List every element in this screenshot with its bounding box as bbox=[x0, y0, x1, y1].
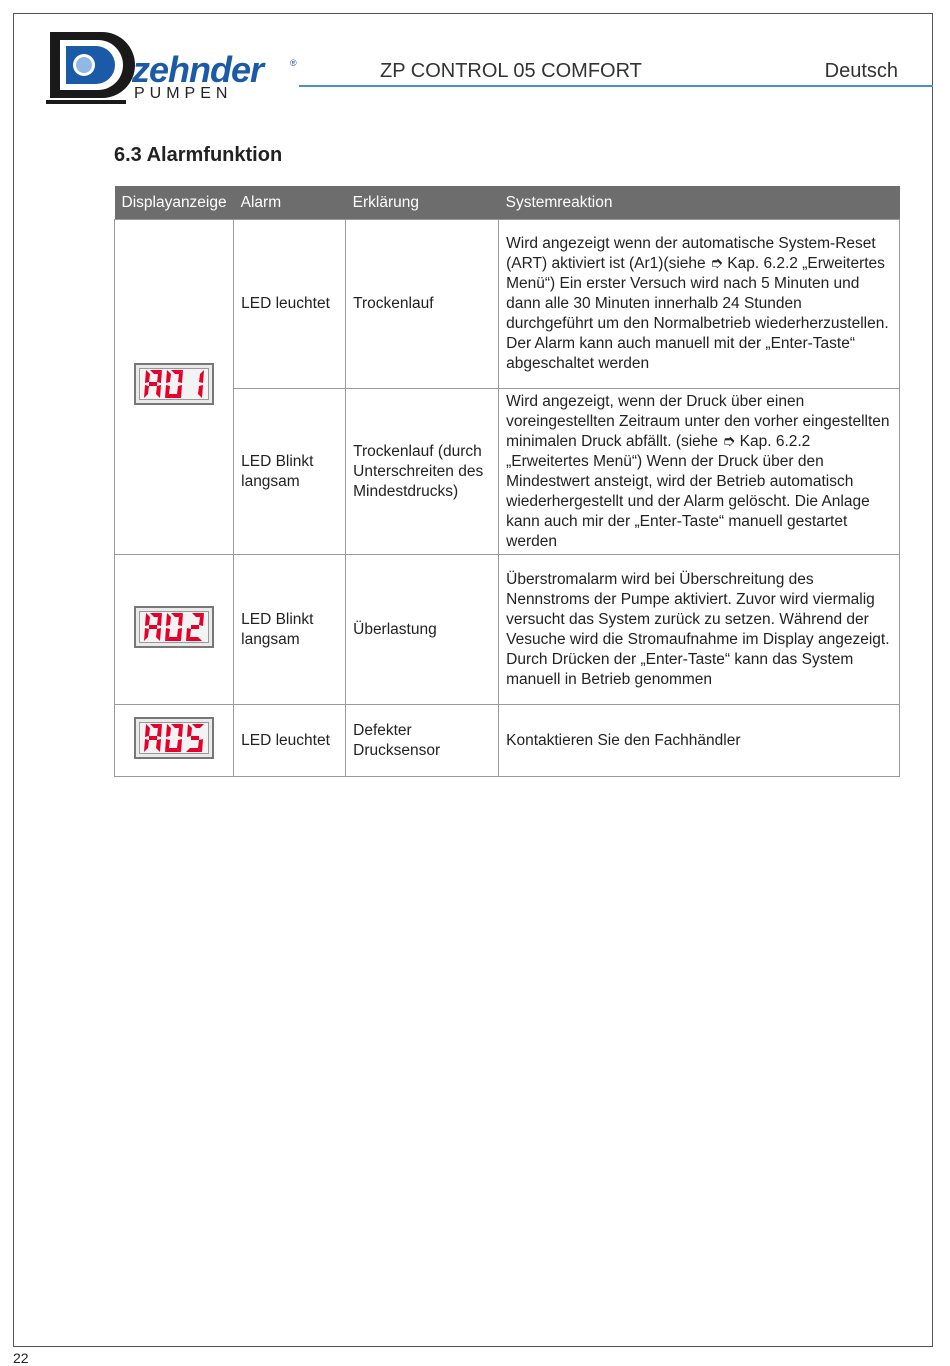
table-row bbox=[115, 220, 900, 389]
display-segment bbox=[166, 613, 171, 626]
display-segment bbox=[145, 370, 150, 383]
display-a02-icon bbox=[134, 606, 214, 648]
explanation-cell: Trockenlauf bbox=[346, 220, 499, 389]
display-segment bbox=[166, 370, 171, 383]
display-segment bbox=[144, 739, 149, 752]
column-header-explanation: Erklärung bbox=[346, 186, 499, 220]
display-segment bbox=[149, 382, 157, 386]
display-segment bbox=[199, 370, 204, 383]
brand-name: zehnder bbox=[132, 49, 264, 90]
display-segment bbox=[191, 736, 199, 740]
document-title: ZP CONTROL 05 COMFORT bbox=[380, 60, 642, 82]
column-header-alarm: Alarm bbox=[234, 186, 346, 220]
display-cell bbox=[115, 555, 234, 705]
display-cell bbox=[115, 705, 234, 777]
display-segment bbox=[144, 385, 149, 398]
alarm-cell: LED leuchtet bbox=[234, 705, 346, 777]
display-segment bbox=[156, 385, 161, 398]
display-segment bbox=[187, 724, 192, 737]
table-row bbox=[115, 555, 900, 705]
document-language: Deutsch bbox=[824, 60, 898, 82]
display-segment bbox=[192, 724, 204, 728]
brand-subtitle: PUMPEN bbox=[134, 85, 233, 102]
display-segment bbox=[149, 736, 157, 740]
alarm-cell: LED Blinkt langsam bbox=[234, 555, 346, 705]
display-cell bbox=[115, 220, 234, 555]
alarm-cell: LED leuchtet bbox=[234, 220, 346, 389]
display-segment bbox=[156, 628, 161, 641]
reaction-cell: Wird angezeigt wenn der automatische System-Reset (ART) aktiviert ist (Ar1)(siehe ➮ Kap. 6.2.2 „Erweitertes Menü“) Ein erster Versuch wird nach 5 Minuten und dann alle 30 Minuten innerhalb 24 Stunden durchgeführt um den Normalbetrieb wiederherzustellen. Der Alarm kann auch manuell mit der „Enter-Taste“ abgeschaltet werden bbox=[499, 220, 900, 389]
display-a01-icon bbox=[134, 363, 214, 405]
table-header-row bbox=[115, 186, 900, 220]
section-title: 6.3 Alarmfunktion bbox=[114, 144, 283, 166]
reaction-cell: Überstromalarm wird bei Überschreitung des Nennstroms der Pumpe aktiviert. Zuvor wird viermalig versucht das System zurück zu setzen. Während der Vesuche wird die Stromaufnahme im Display angezeigt. Durch Drücken der „Enter-Taste“ kann das System manuell in Betrieb genommen bbox=[499, 555, 900, 705]
column-header-reaction: Systemreaktion bbox=[499, 186, 900, 220]
display-segment bbox=[191, 625, 199, 629]
explanation-cell: Trockenlauf (durch Unterschreiten des Mindestdrucks) bbox=[346, 389, 499, 555]
header-divider bbox=[299, 85, 933, 87]
reaction-cell: Kontaktieren Sie den Fachhändler bbox=[499, 705, 900, 777]
display-segment bbox=[198, 385, 203, 398]
table-row bbox=[115, 705, 900, 777]
explanation-cell: Überlastung bbox=[346, 555, 499, 705]
brand-registered: ® bbox=[290, 58, 297, 68]
display-segment bbox=[145, 613, 150, 626]
reaction-cell: Wird angezeigt, wenn der Druck über einen voreingestellten Zeitraum unter den vorher eingestellten minimalen Druck abfällt. (siehe ➮ Kap. 6.2.2 „Erweitertes Menü“) Wenn der Druck über den Mindestwert ansteigt, wird der Betrieb automatisch wiederhergestellt und der Alarm gelöscht. Die Anlage kann auch mir der „Enter-Taste“ manuell gestartet werden bbox=[499, 389, 900, 555]
display-segment bbox=[149, 625, 157, 629]
display-segment bbox=[144, 628, 149, 641]
column-header-display: Displayanzeige bbox=[115, 186, 234, 220]
explanation-cell: Defekter Drucksensor bbox=[346, 705, 499, 777]
alarm-table bbox=[114, 186, 900, 777]
display-a05-icon bbox=[134, 717, 214, 759]
display-segment bbox=[145, 724, 150, 737]
alarm-cell: LED Blinkt langsam bbox=[234, 389, 346, 555]
display-segment bbox=[156, 739, 161, 752]
display-segment bbox=[166, 724, 171, 737]
page-number: 22 bbox=[13, 1350, 29, 1366]
